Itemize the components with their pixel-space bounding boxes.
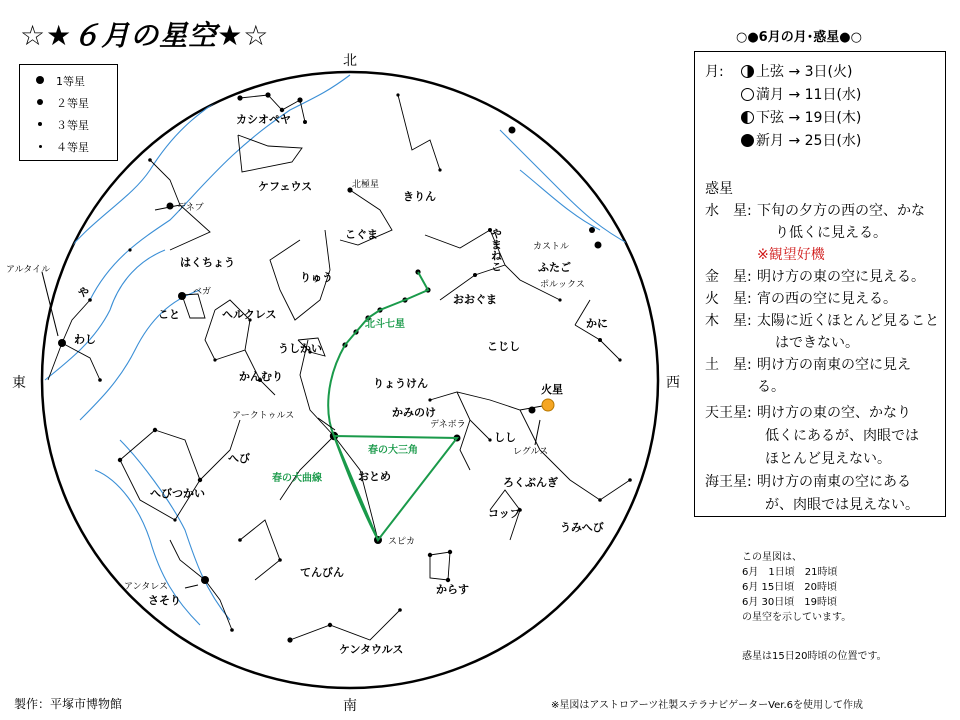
label-hydra: うみへび bbox=[560, 521, 604, 534]
star bbox=[128, 248, 131, 251]
label-draco: りゅう bbox=[300, 271, 333, 284]
moon-phase-row bbox=[741, 84, 861, 104]
star bbox=[598, 498, 602, 502]
label-serpens: へび bbox=[228, 452, 250, 465]
label-cygnus: はくちょう bbox=[180, 256, 235, 269]
label-castor: カストル bbox=[533, 242, 570, 252]
planet-name-jupiter: 木 星: bbox=[705, 313, 752, 329]
label-cassiopeia: カシオペヤ bbox=[236, 113, 291, 126]
label-sextans: ろくぶんぎ bbox=[503, 476, 558, 489]
chart-time-note bbox=[742, 550, 851, 625]
planet-desc: る。 bbox=[757, 379, 785, 395]
producer-credit: 製作：平塚市博物館 bbox=[14, 697, 123, 711]
label-altair: アルタイル bbox=[6, 265, 51, 275]
label-hercules: ヘルクレス bbox=[222, 308, 277, 321]
moon-phase-date: → 11日(水) bbox=[788, 87, 862, 103]
legend-label: ４等星 bbox=[56, 141, 89, 154]
full-moon-icon bbox=[741, 88, 754, 101]
label-sagitta: や bbox=[78, 286, 89, 299]
new-moon-icon bbox=[741, 134, 754, 147]
star bbox=[280, 108, 284, 112]
star bbox=[428, 553, 432, 557]
star bbox=[148, 158, 152, 162]
star bbox=[488, 438, 491, 441]
label-ursa-minor: こぐま bbox=[345, 228, 378, 241]
label-denebola: デネボラ bbox=[430, 420, 466, 430]
label-centaurus: ケンタウルス bbox=[339, 643, 404, 656]
star bbox=[303, 120, 307, 124]
star bbox=[230, 628, 234, 632]
note-line: 6月 30日頃 19時頃 bbox=[742, 597, 837, 608]
moon-label: 月: bbox=[705, 64, 724, 80]
star bbox=[618, 358, 621, 361]
label-vega: ベガ bbox=[193, 287, 212, 297]
note-line: 6月 15日頃 20時頃 bbox=[742, 582, 837, 593]
star bbox=[118, 458, 122, 462]
direction-east: 東 bbox=[12, 375, 26, 391]
label-crater: コップ bbox=[488, 507, 521, 520]
planet-desc: はできない。 bbox=[775, 335, 859, 351]
moon-phase-date: → 25日(水) bbox=[788, 133, 862, 149]
planet-desc: 明け方の東の空、かなり bbox=[757, 405, 911, 421]
planet-desc: 明け方の南東の空にある bbox=[757, 474, 911, 490]
label-antares: アンタレス bbox=[124, 582, 169, 592]
label-lynx: やまねこ bbox=[489, 228, 503, 272]
label-cepheus: ケフェウス bbox=[258, 180, 313, 193]
star bbox=[598, 338, 602, 342]
pollux-star bbox=[595, 242, 602, 249]
sky-horizon-circle bbox=[42, 72, 658, 688]
star bbox=[287, 637, 292, 642]
planet-name-mars: 火 星: bbox=[705, 291, 752, 307]
castor-star bbox=[589, 227, 595, 233]
mars-planet-icon bbox=[542, 399, 554, 411]
page-title: ☆★６月の星空★☆ bbox=[20, 19, 270, 52]
star bbox=[509, 127, 516, 134]
star bbox=[473, 273, 477, 277]
star bbox=[328, 623, 332, 627]
label-camelopardalis: きりん bbox=[403, 190, 436, 203]
star bbox=[173, 518, 176, 521]
legend-label: ２等星 bbox=[56, 97, 89, 110]
star bbox=[446, 578, 450, 582]
legend-label: 1等星 bbox=[56, 75, 85, 88]
star bbox=[558, 298, 561, 301]
planet-name-saturn: 土 星: bbox=[705, 357, 752, 373]
label-spring-triangle: 春の大三角 bbox=[368, 445, 418, 456]
software-credit: ※星図はアストロアーツ社製ステラナビゲーターVer.6を使用して作成 bbox=[551, 700, 864, 711]
label-coma-berenices: かみのけ bbox=[392, 406, 436, 419]
star bbox=[297, 97, 302, 102]
star bbox=[153, 428, 157, 432]
altair-star bbox=[58, 339, 66, 347]
direction-north: 北 bbox=[343, 53, 357, 69]
star bbox=[428, 398, 431, 401]
moon-phase-row bbox=[741, 61, 852, 81]
label-mars: 火星 bbox=[541, 383, 563, 396]
label-bootes: うしかい bbox=[278, 342, 322, 355]
star bbox=[438, 168, 441, 171]
planet-desc: 下旬の夕方の西の空、かな bbox=[757, 203, 925, 219]
star bbox=[237, 95, 242, 100]
panel-title: ○●6月の月･惑星●○ bbox=[736, 30, 862, 45]
label-ophiuchus: へびつかい bbox=[150, 487, 205, 500]
moon-phase-name: 上弦 bbox=[756, 64, 784, 80]
planet-desc: 明け方の東の空に見える。 bbox=[757, 269, 925, 285]
label-canes-venatici: りょうけん bbox=[373, 377, 428, 390]
label-lyra: こと bbox=[158, 308, 180, 321]
label-arcturus: アークトゥルス bbox=[232, 411, 295, 421]
label-corvus: からす bbox=[436, 583, 469, 596]
moon-planet-panel bbox=[694, 51, 946, 517]
planet-desc: ほとんど見えない。 bbox=[765, 451, 891, 467]
label-virgo: おとめ bbox=[358, 470, 391, 483]
note-line: の星空を示しています。 bbox=[742, 612, 852, 623]
moon-phase-date: → 3日(火) bbox=[788, 64, 853, 80]
legend-label: ３等星 bbox=[56, 119, 89, 132]
label-deneb: デネブ bbox=[177, 203, 204, 213]
label-cancer: かに bbox=[586, 317, 608, 330]
planet-desc: 宵の西の空に見える。 bbox=[757, 291, 897, 307]
label-leo: しし bbox=[494, 431, 516, 444]
label-regulus: レグルス bbox=[513, 447, 549, 457]
last-quarter-moon-icon bbox=[741, 111, 754, 124]
moon-phase-name: 新月 bbox=[756, 133, 784, 149]
planet-name-venus: 金 星: bbox=[705, 269, 752, 285]
label-big-dipper: 北斗七星 bbox=[365, 319, 405, 330]
label-polaris: 北極星 bbox=[352, 180, 380, 190]
planets-heading: 惑星 bbox=[705, 181, 733, 197]
moon-phase-row bbox=[741, 107, 861, 127]
planet-name-neptune: 海王星: bbox=[705, 474, 752, 490]
label-leo-minor: こじし bbox=[487, 340, 520, 353]
moon-phase-row bbox=[741, 130, 861, 150]
direction-west: 西 bbox=[666, 375, 680, 391]
label-aquila: わし bbox=[74, 333, 96, 346]
deneb-star bbox=[167, 203, 174, 210]
label-spica: スピカ bbox=[388, 537, 416, 547]
note-line: この星図は、 bbox=[742, 552, 802, 563]
moon-phase-date: → 19日(木) bbox=[788, 110, 862, 126]
star bbox=[98, 378, 102, 382]
label-pollux: ポルックス bbox=[540, 280, 585, 290]
star bbox=[265, 92, 270, 97]
label-ursa-major: おおぐま bbox=[453, 293, 497, 306]
star bbox=[198, 478, 202, 482]
moon-phase-name: 下弦 bbox=[756, 110, 784, 126]
star bbox=[238, 538, 242, 542]
planet-desc: 明け方の南東の空に見え bbox=[757, 357, 911, 373]
planet-name-mercury: 水 星: bbox=[705, 203, 752, 219]
antares-star bbox=[201, 576, 209, 584]
planet-desc: が、肉眼では見えない。 bbox=[765, 497, 919, 513]
label-gemini: ふたご bbox=[538, 261, 571, 274]
direction-south: 南 bbox=[343, 698, 357, 714]
label-spring-curve: 春の大曲線 bbox=[272, 473, 322, 484]
star bbox=[398, 608, 402, 612]
regulus-star bbox=[529, 407, 536, 414]
star bbox=[278, 558, 282, 562]
moon-phase-name: 満月 bbox=[756, 87, 784, 103]
note-line: 6月 1日頃 21時頃 bbox=[742, 567, 838, 578]
label-corona-borealis: かんむり bbox=[239, 370, 283, 383]
planet-position-note: 惑星は15日20時頃の位置です。 bbox=[742, 651, 887, 662]
star bbox=[448, 550, 452, 554]
planet-desc: り低くに見える。 bbox=[775, 225, 887, 241]
observation-note: ※観望好機 bbox=[757, 247, 825, 263]
label-libra: てんびん bbox=[300, 566, 344, 579]
star bbox=[213, 358, 216, 361]
planet-name-uranus: 天王星: bbox=[705, 405, 752, 421]
planet-desc: 低くにあるが、肉眼では bbox=[765, 428, 919, 444]
star bbox=[396, 93, 399, 96]
label-scorpius: さそり bbox=[148, 594, 181, 607]
planet-desc: 太陽に近くほとんど見ること bbox=[757, 313, 939, 329]
star bbox=[628, 478, 632, 482]
vega-star bbox=[178, 292, 186, 300]
first-quarter-moon-icon bbox=[741, 65, 754, 78]
